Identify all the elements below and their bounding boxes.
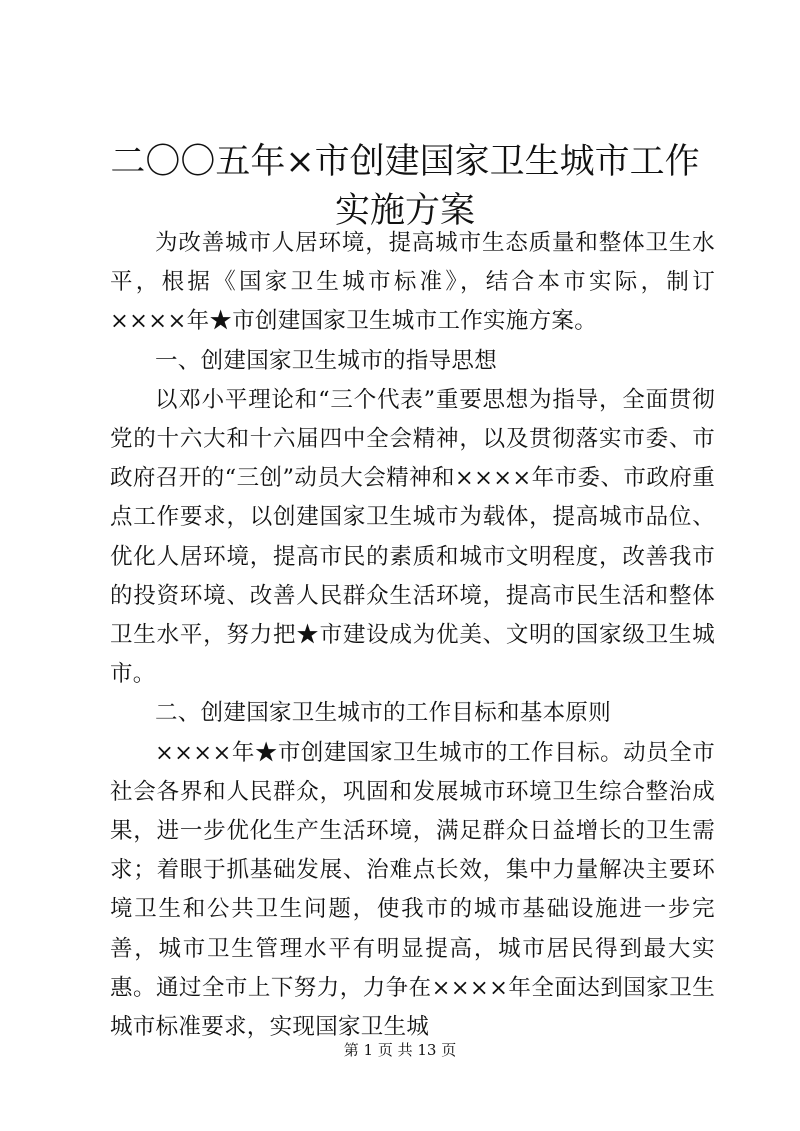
guiding-ideology-paragraph: 以邓小平理论和“三个代表”重要思想为指导，全面贯彻党的十六大和十六届四中全会精神，以及贯彻落实市委、市政府召开的“三创”动员大会精神和××××年市委、市政府重点工作要求，以创建国家卫生城市为载体，提高城市品位、优化人居环境，提高市民的素质和城市文明程度，改善我市的投资环境、改善人民群众生活环境，提高市民生活和整体卫生水平，努力把★市建设成为优美、文明的国家级卫生城市。 [110, 386, 715, 688]
section-heading-guiding-ideology: 一、创建国家卫生城市的指导思想 [155, 347, 498, 374]
page-number-footer: 第 1 页 共 13 页 [343, 1041, 457, 1059]
document-title: 二〇〇五年×市创建国家卫生城市工作实施方案 [110, 142, 700, 231]
document-body [110, 224, 715, 1047]
goals-paragraph: ××××年★市创建国家卫生城市的工作目标。动员全市社会各界和人民群众，巩固和发展城市环境卫生综合整治成果，进一步优化生产生活环境，满足群众日益增长的卫生需求；着眼于抓基础发展、治难点长效，集中力量解决主要环境卫生和公共卫生问题，使我市的城市基础设施进一步完善，城市卫生管理水平有明显提高，城市居民得到最大实惠。通过全市上下努力，力争在××××年全面达到国家卫生城市标准要求，实现国家卫生城 [110, 739, 715, 1041]
intro-paragraph: 为改善城市人居环境，提高城市生态质量和整体卫生水平，根据《国家卫生城市标准》，结合本市实际，制订××××年★市创建国家卫生城市工作实施方案。 [110, 230, 715, 335]
section-heading-goals-principles: 二、创建国家卫生城市的工作目标和基本原则 [155, 700, 612, 727]
